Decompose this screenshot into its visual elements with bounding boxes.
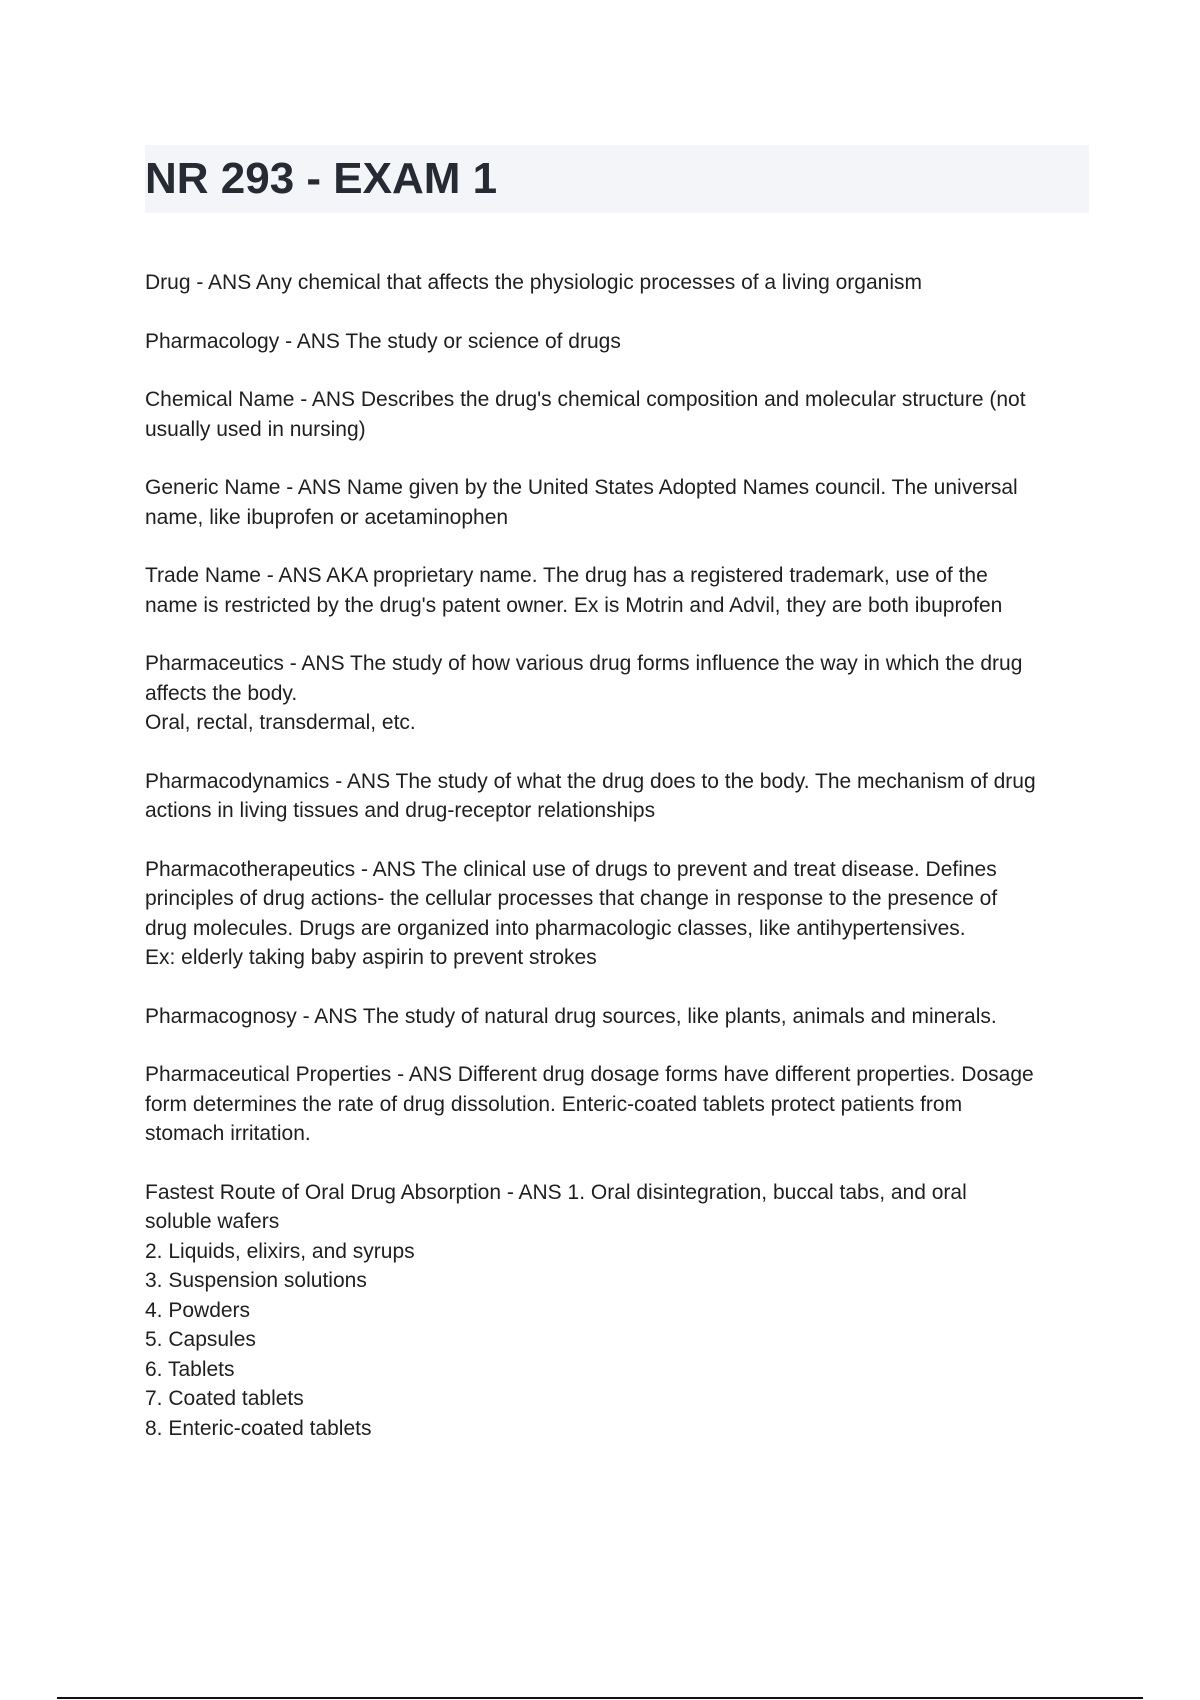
term-entry	[145, 1178, 1095, 1444]
term-entry	[145, 327, 1095, 357]
entry-line: Chemical Name - ANS Describes the drug's chemical composition and molecular structure (not	[145, 388, 1026, 411]
entry-line: 2. Liquids, elixirs, and syrups	[145, 1239, 415, 1263]
document-body	[145, 268, 1095, 1472]
entry-line: principles of drug actions- the cellular processes that change in response to the presence of	[145, 887, 998, 910]
entry-line: 8. Enteric-coated tablets	[145, 1416, 372, 1440]
entry-line: 3. Suspension solutions	[145, 1269, 367, 1292]
entry-line: 5. Capsules	[145, 1328, 256, 1351]
entry-line: Pharmacotherapeutics - ANS The clinical use of drugs to prevent and treat disease. Defines	[145, 857, 997, 881]
document-title: NR 293 - EXAM 1	[145, 154, 498, 203]
entry-line: soluble wafers	[145, 1210, 280, 1233]
entry-line: Trade Name - ANS AKA proprietary name. The drug has a registered trademark, use of the	[145, 564, 988, 587]
entry-line: Oral, rectal, transdermal, etc.	[145, 711, 416, 734]
entry-line: actions in living tissues and drug-receptor relationships	[145, 799, 656, 822]
entry-line: name, like ibuprofen or acetaminophen	[145, 505, 509, 529]
entry-line: Pharmacognosy - ANS The study of natural drug sources, like plants, animals and minerals.	[145, 1004, 997, 1028]
entry-line: Ex: elderly taking baby aspirin to prevent strokes	[145, 946, 597, 969]
term-entry	[145, 561, 1095, 620]
entry-line: Drug - ANS Any chemical that affects the physiologic processes of a living organism	[145, 271, 922, 294]
term-entry	[145, 649, 1095, 738]
term-entry	[145, 767, 1095, 826]
entry-line: affects the body.	[145, 681, 298, 705]
entry-line: 7. Coated tablets	[145, 1387, 304, 1410]
entry-line: Pharmaceutical Properties - ANS Different drug dosage forms have different properties. Dosage	[145, 1063, 1034, 1086]
entry-line: form determines the rate of drug dissolution. Enteric-coated tablets protect patients from	[145, 1092, 963, 1116]
entry-line: Fastest Route of Oral Drug Absorption - ANS 1. Oral disintegration, buccal tabs, and oral	[145, 1180, 967, 1204]
entry-line: Pharmacology - ANS The study or science of drugs	[145, 329, 621, 353]
entry-line: 6. Tablets	[145, 1357, 235, 1381]
term-entry	[145, 385, 1095, 444]
title-bar	[145, 145, 1089, 213]
term-entry	[145, 1002, 1095, 1032]
term-entry	[145, 1060, 1095, 1149]
entry-line: Pharmaceutics - ANS The study of how various drug forms influence the way in which the drug	[145, 652, 1023, 675]
entry-line: Generic Name - ANS Name given by the United States Adopted Names council. The universal	[145, 476, 1018, 499]
entry-line: 4. Powders	[145, 1298, 251, 1322]
entry-line: drug molecules. Drugs are organized into pharmacologic classes, like antihypertensives.	[145, 916, 966, 940]
entry-line: stomach irritation.	[145, 1122, 311, 1145]
term-entry	[145, 473, 1095, 532]
footer-divider	[57, 1697, 1143, 1699]
term-entry	[145, 855, 1095, 973]
entry-line: Pharmacodynamics - ANS The study of what the drug does to the body. The mechanism of drug	[145, 769, 1036, 793]
entry-line: usually used in nursing)	[145, 417, 366, 441]
entry-line: name is restricted by the drug's patent owner. Ex is Motrin and Advil, they are both ibuprofen	[145, 593, 1003, 617]
term-entry	[145, 268, 1095, 298]
